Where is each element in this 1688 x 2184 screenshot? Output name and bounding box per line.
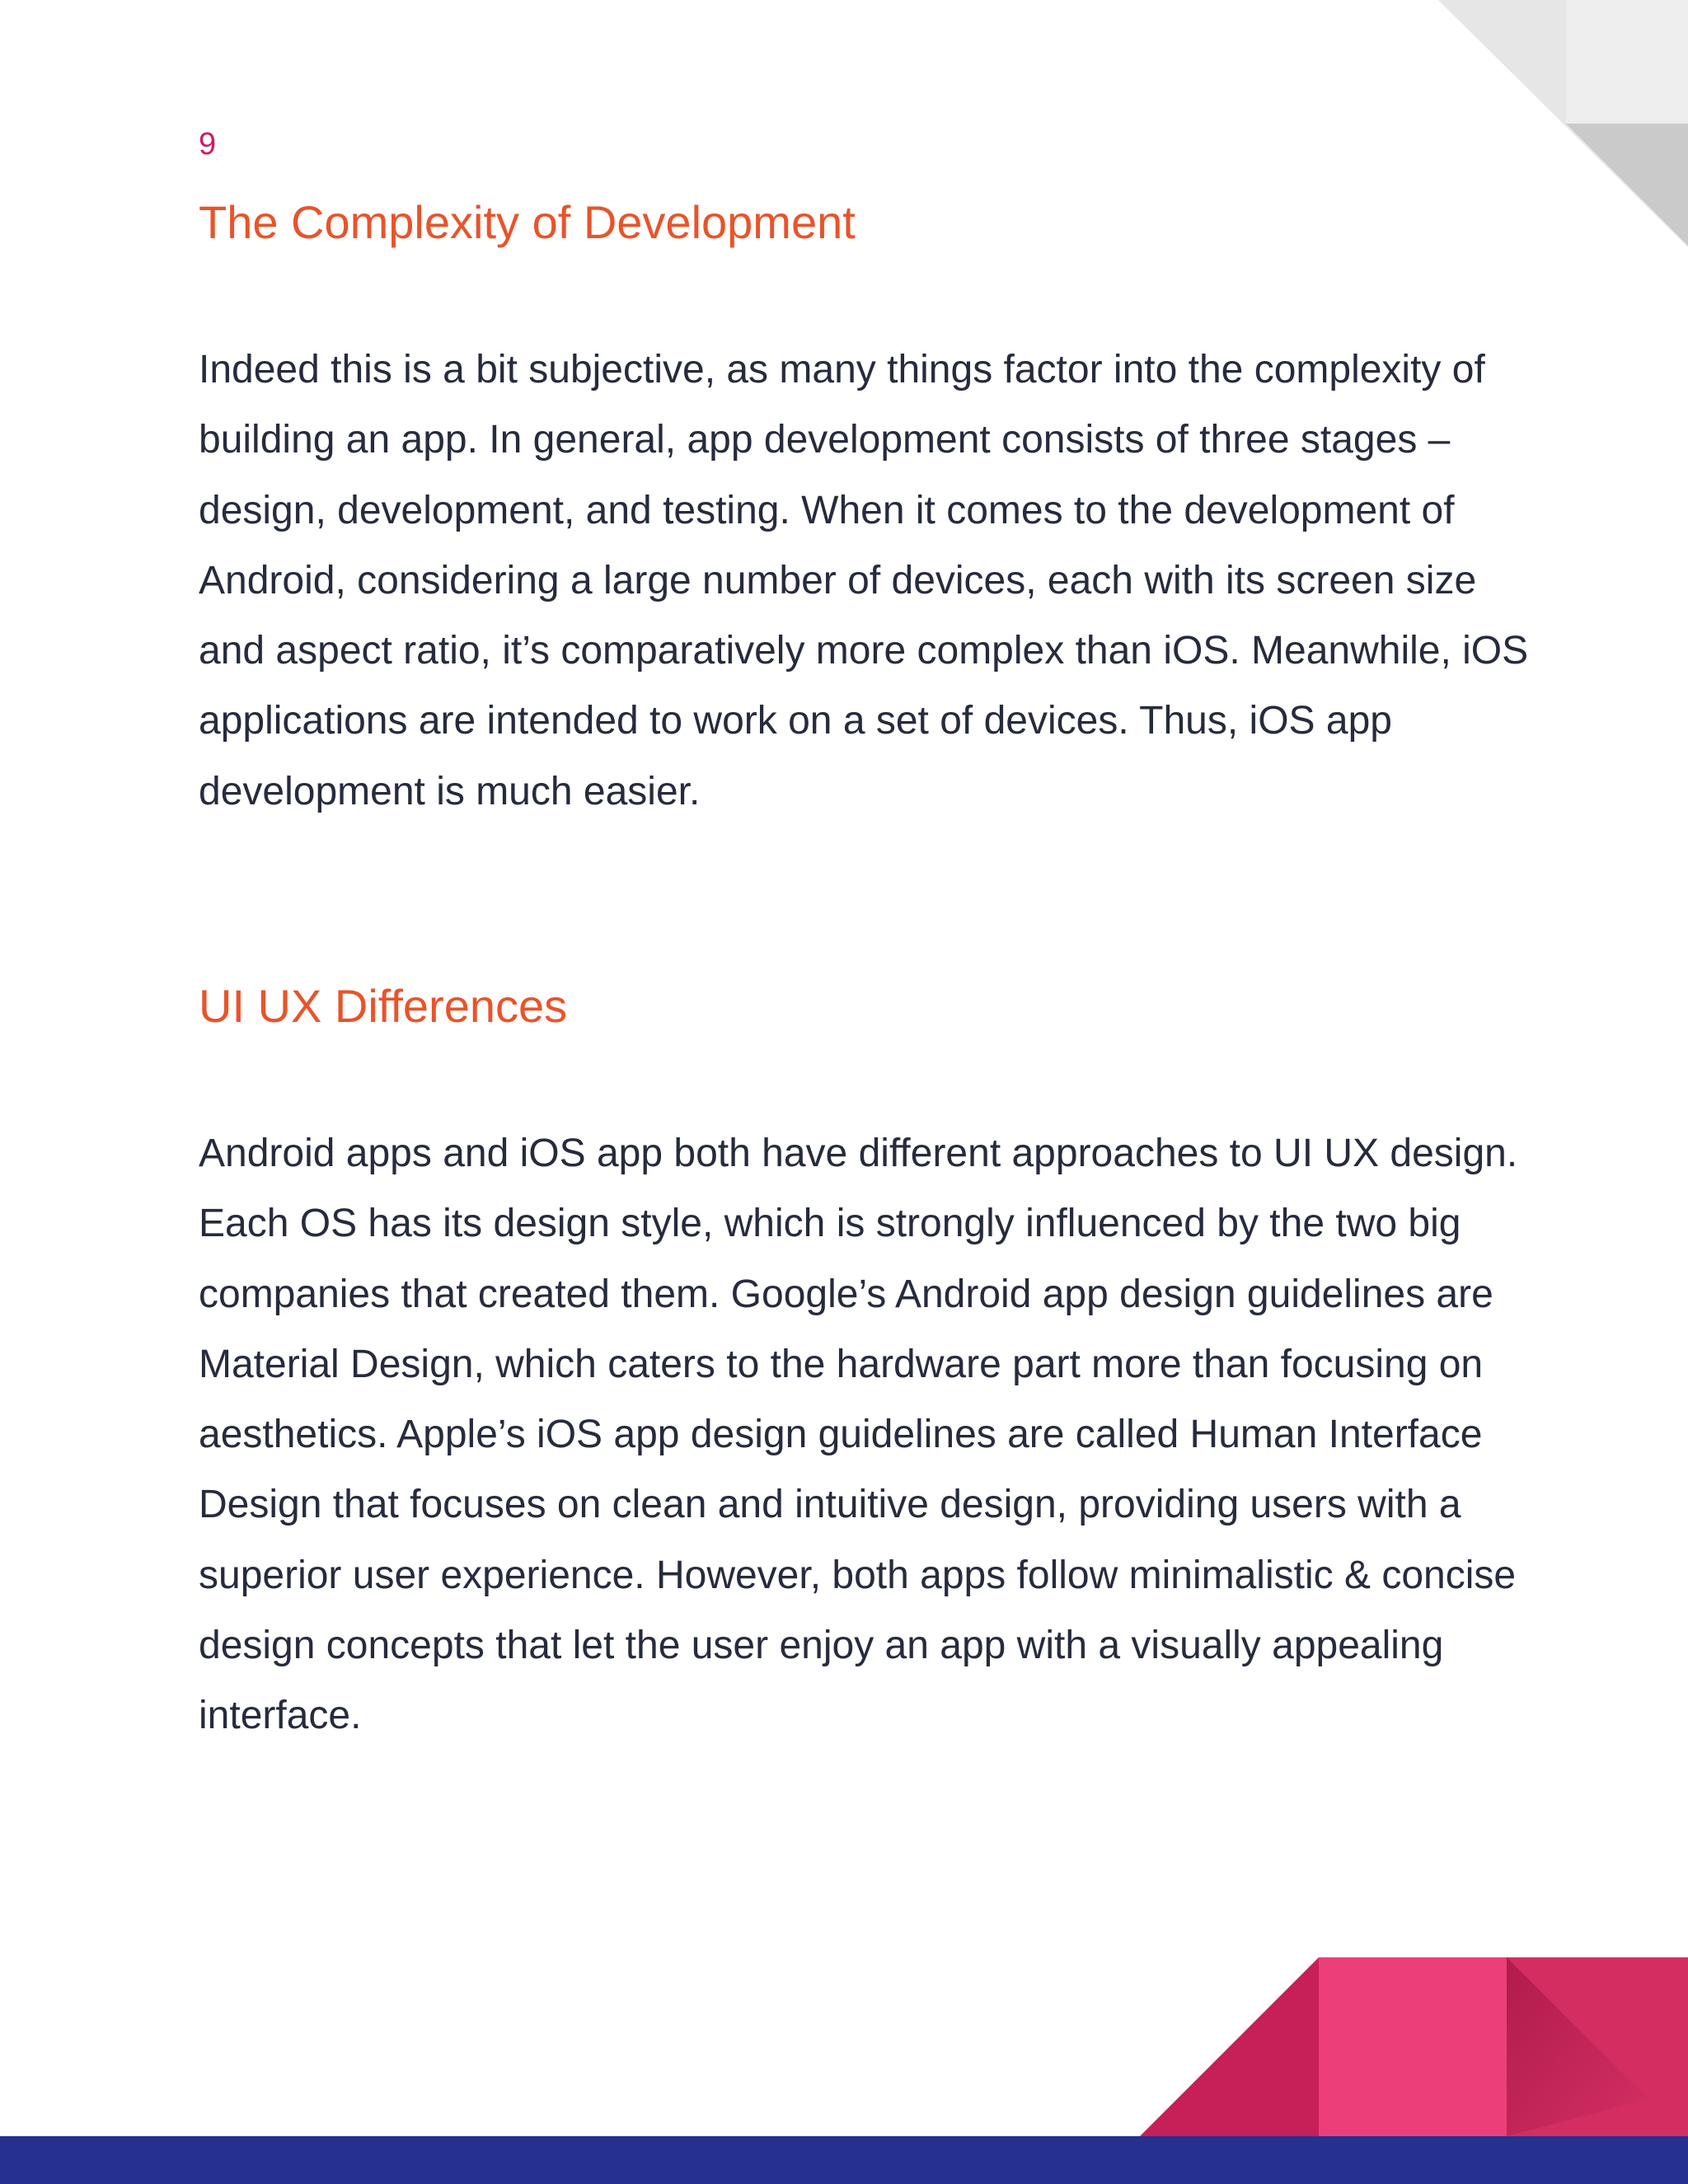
bottom-right-corner-shapes bbox=[1140, 1957, 1688, 2136]
section-body-ui-ux: Android apps and iOS app both have different approaches to UI UX design. Each OS has its design style, which is strongly influenced by the two big companies that created them. Google’s Android app design guidelines are Material Design, which caters to the hardware part more than focusing on aesthetics. Apple’s iOS app design guidelines are called Human Interface Design that focuses on clean and intuitive design, providing users with a superior user experience. However, both apps follow minimalistic & concise design concepts that let the user enjoy an app with a visually appealing interface. bbox=[199, 1132, 1518, 1738]
corner-pink-square bbox=[1319, 1957, 1507, 2136]
section-heading-ui-ux: UI UX Differences bbox=[199, 980, 568, 1032]
section-body-complexity: Indeed this is a bit subjective, as many things factor into the complexity of building an app. In general, app development consists of three stages – design, development, and testing. When it comes to the development of Android, considering a large number of devices, each with its screen size and aspect ratio, it’s comparatively more complex than iOS. Meanwhile, iOS applications are intended to work on a set of devices. Thus, iOS app development is much easier. bbox=[199, 348, 1529, 813]
top-right-corner-shapes bbox=[1438, 0, 1688, 247]
section-heading-complexity: The Complexity of Development bbox=[199, 196, 856, 248]
corner-gray-square bbox=[1566, 0, 1688, 124]
page-number: 9 bbox=[199, 127, 217, 162]
corner-magenta-triangle bbox=[1140, 1957, 1319, 2136]
footer-bar bbox=[0, 2136, 1688, 2184]
